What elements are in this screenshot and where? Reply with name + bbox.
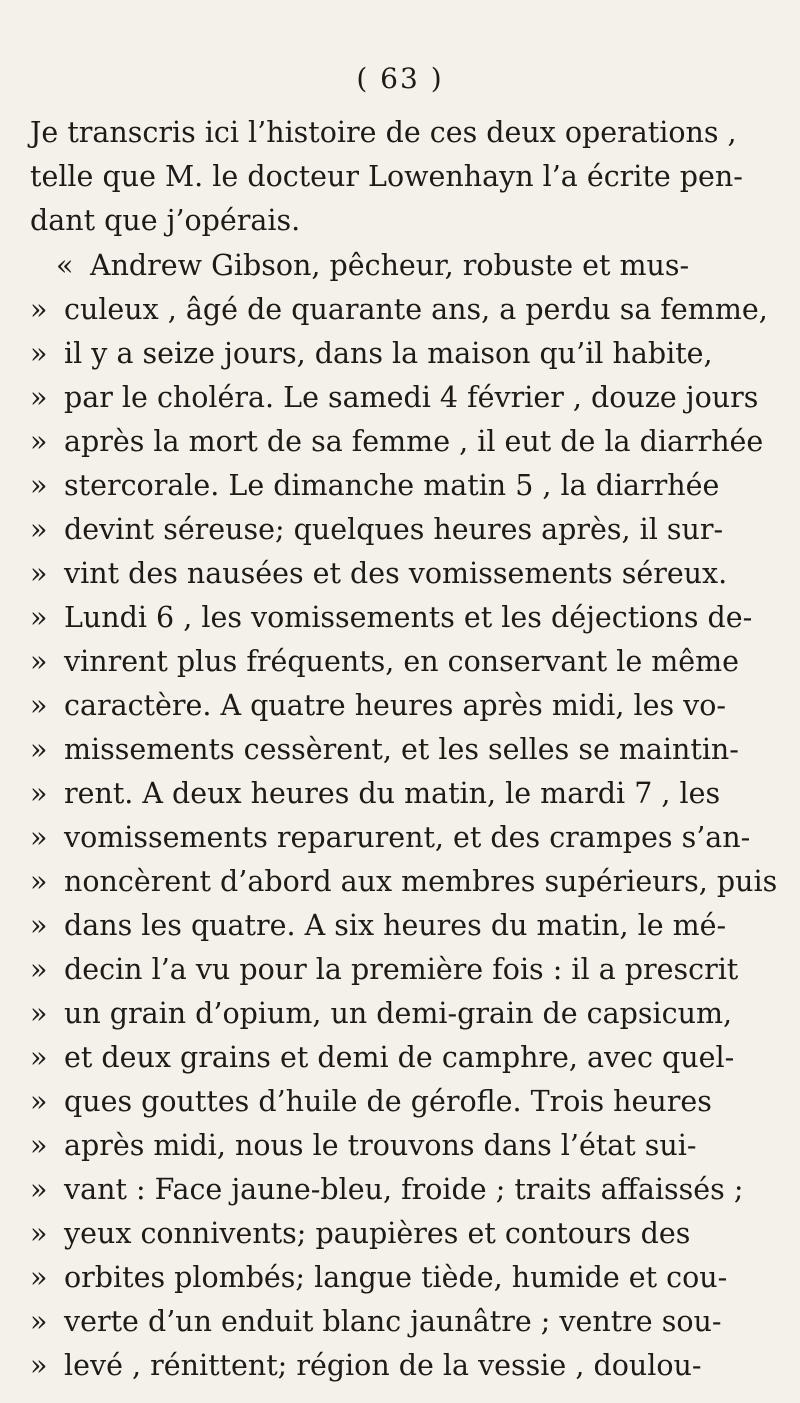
text-line: » caractère. A quatre heures après midi, les vo-	[30, 686, 790, 726]
text-line: » un grain d’opium, un demi-grain de capsicum,	[30, 994, 790, 1034]
text-line: » vinrent plus fréquents, en conservant le même	[30, 642, 790, 682]
text-line: » dans les quatre. A six heures du matin, le mé-	[30, 906, 790, 946]
quote-mark: »	[30, 1261, 48, 1294]
text-line: » rent. A deux heures du matin, le mardi 7 , les	[30, 774, 790, 814]
text-line: » levé , rénittent; région de la vessie , doulou-	[30, 1346, 790, 1386]
quote-mark: »	[30, 1217, 48, 1250]
text-line: » et deux grains et demi de camphre, avec quel-	[30, 1038, 790, 1078]
text-line: » après midi, nous le trouvons dans l’état sui-	[30, 1126, 790, 1166]
text-line: dant que j’opérais.	[30, 204, 301, 237]
text-line: » stercorale. Le dimanche matin 5 , la diarrhée	[30, 466, 790, 506]
quote-mark: »	[30, 557, 48, 590]
quote-mark: »	[30, 425, 48, 458]
quote-mark: »	[30, 821, 48, 854]
text-line: « Andrew Gibson, pêcheur, robuste et mus-	[56, 246, 800, 286]
quote-mark: »	[30, 1305, 48, 1338]
quote-mark: »	[30, 381, 48, 414]
text-line: » verte d’un enduit blanc jaunâtre ; ventre sou-	[30, 1302, 790, 1342]
text-line: » par le choléra. Le samedi 4 février , douze jours	[30, 378, 790, 418]
quote-mark: »	[30, 1349, 48, 1382]
text-line: telle que M. le docteur Lowenhayn l’a écrite pen-	[30, 160, 743, 193]
text-line: » il y a seize jours, dans la maison qu’il habite,	[30, 334, 790, 374]
quote-mark: »	[30, 1041, 48, 1074]
text-line: » missements cessèrent, et les selles se maintin-	[30, 730, 790, 770]
quote-mark: »	[30, 337, 48, 370]
quote-mark: »	[30, 469, 48, 502]
quote-mark: »	[30, 601, 48, 634]
text-line: » culeux , âgé de quarante ans, a perdu sa femme,	[30, 290, 790, 330]
quote-mark: »	[30, 997, 48, 1030]
text-line: » vant : Face jaune-bleu, froide ; traits affaissés ;	[30, 1170, 790, 1210]
text-line: » vint des nausées et des vomissements séreux.	[30, 554, 790, 594]
quote-mark: »	[30, 1173, 48, 1206]
quote-mark: »	[30, 645, 48, 678]
quote-mark: »	[30, 689, 48, 722]
text-line: Je transcris ici l’histoire de ces deux operations ,	[30, 116, 737, 149]
quote-mark: »	[30, 777, 48, 810]
quote-mark: »	[30, 1085, 48, 1118]
text-line: » yeux connivents; paupières et contours des	[30, 1214, 790, 1254]
text-line: » Lundi 6 , les vomissements et les déjections de-	[30, 598, 790, 638]
quote-mark: »	[30, 513, 48, 546]
text-line: » orbites plombés; langue tiède, humide et cou-	[30, 1258, 790, 1298]
text-line: » decin l’a vu pour la première fois : il a prescrit	[30, 950, 790, 990]
text-line: » noncèrent d’abord aux membres supérieurs, puis	[30, 862, 790, 902]
quote-mark: »	[30, 733, 48, 766]
text-line: » ques gouttes d’huile de gérofle. Trois heures	[30, 1082, 790, 1122]
page-number: ( 63 )	[356, 62, 444, 95]
text-line: » après la mort de sa femme , il eut de la diarrhée	[30, 422, 790, 462]
quote-mark: «	[56, 249, 74, 282]
quote-mark: »	[30, 293, 48, 326]
text-line: » devint séreuse; quelques heures après, il sur-	[30, 510, 790, 550]
quote-mark: »	[30, 1129, 48, 1162]
text-line: » vomissements reparurent, et des crampes s’an-	[30, 818, 790, 858]
quote-mark: »	[30, 865, 48, 898]
quote-mark: »	[30, 953, 48, 986]
quote-mark: »	[30, 909, 48, 942]
